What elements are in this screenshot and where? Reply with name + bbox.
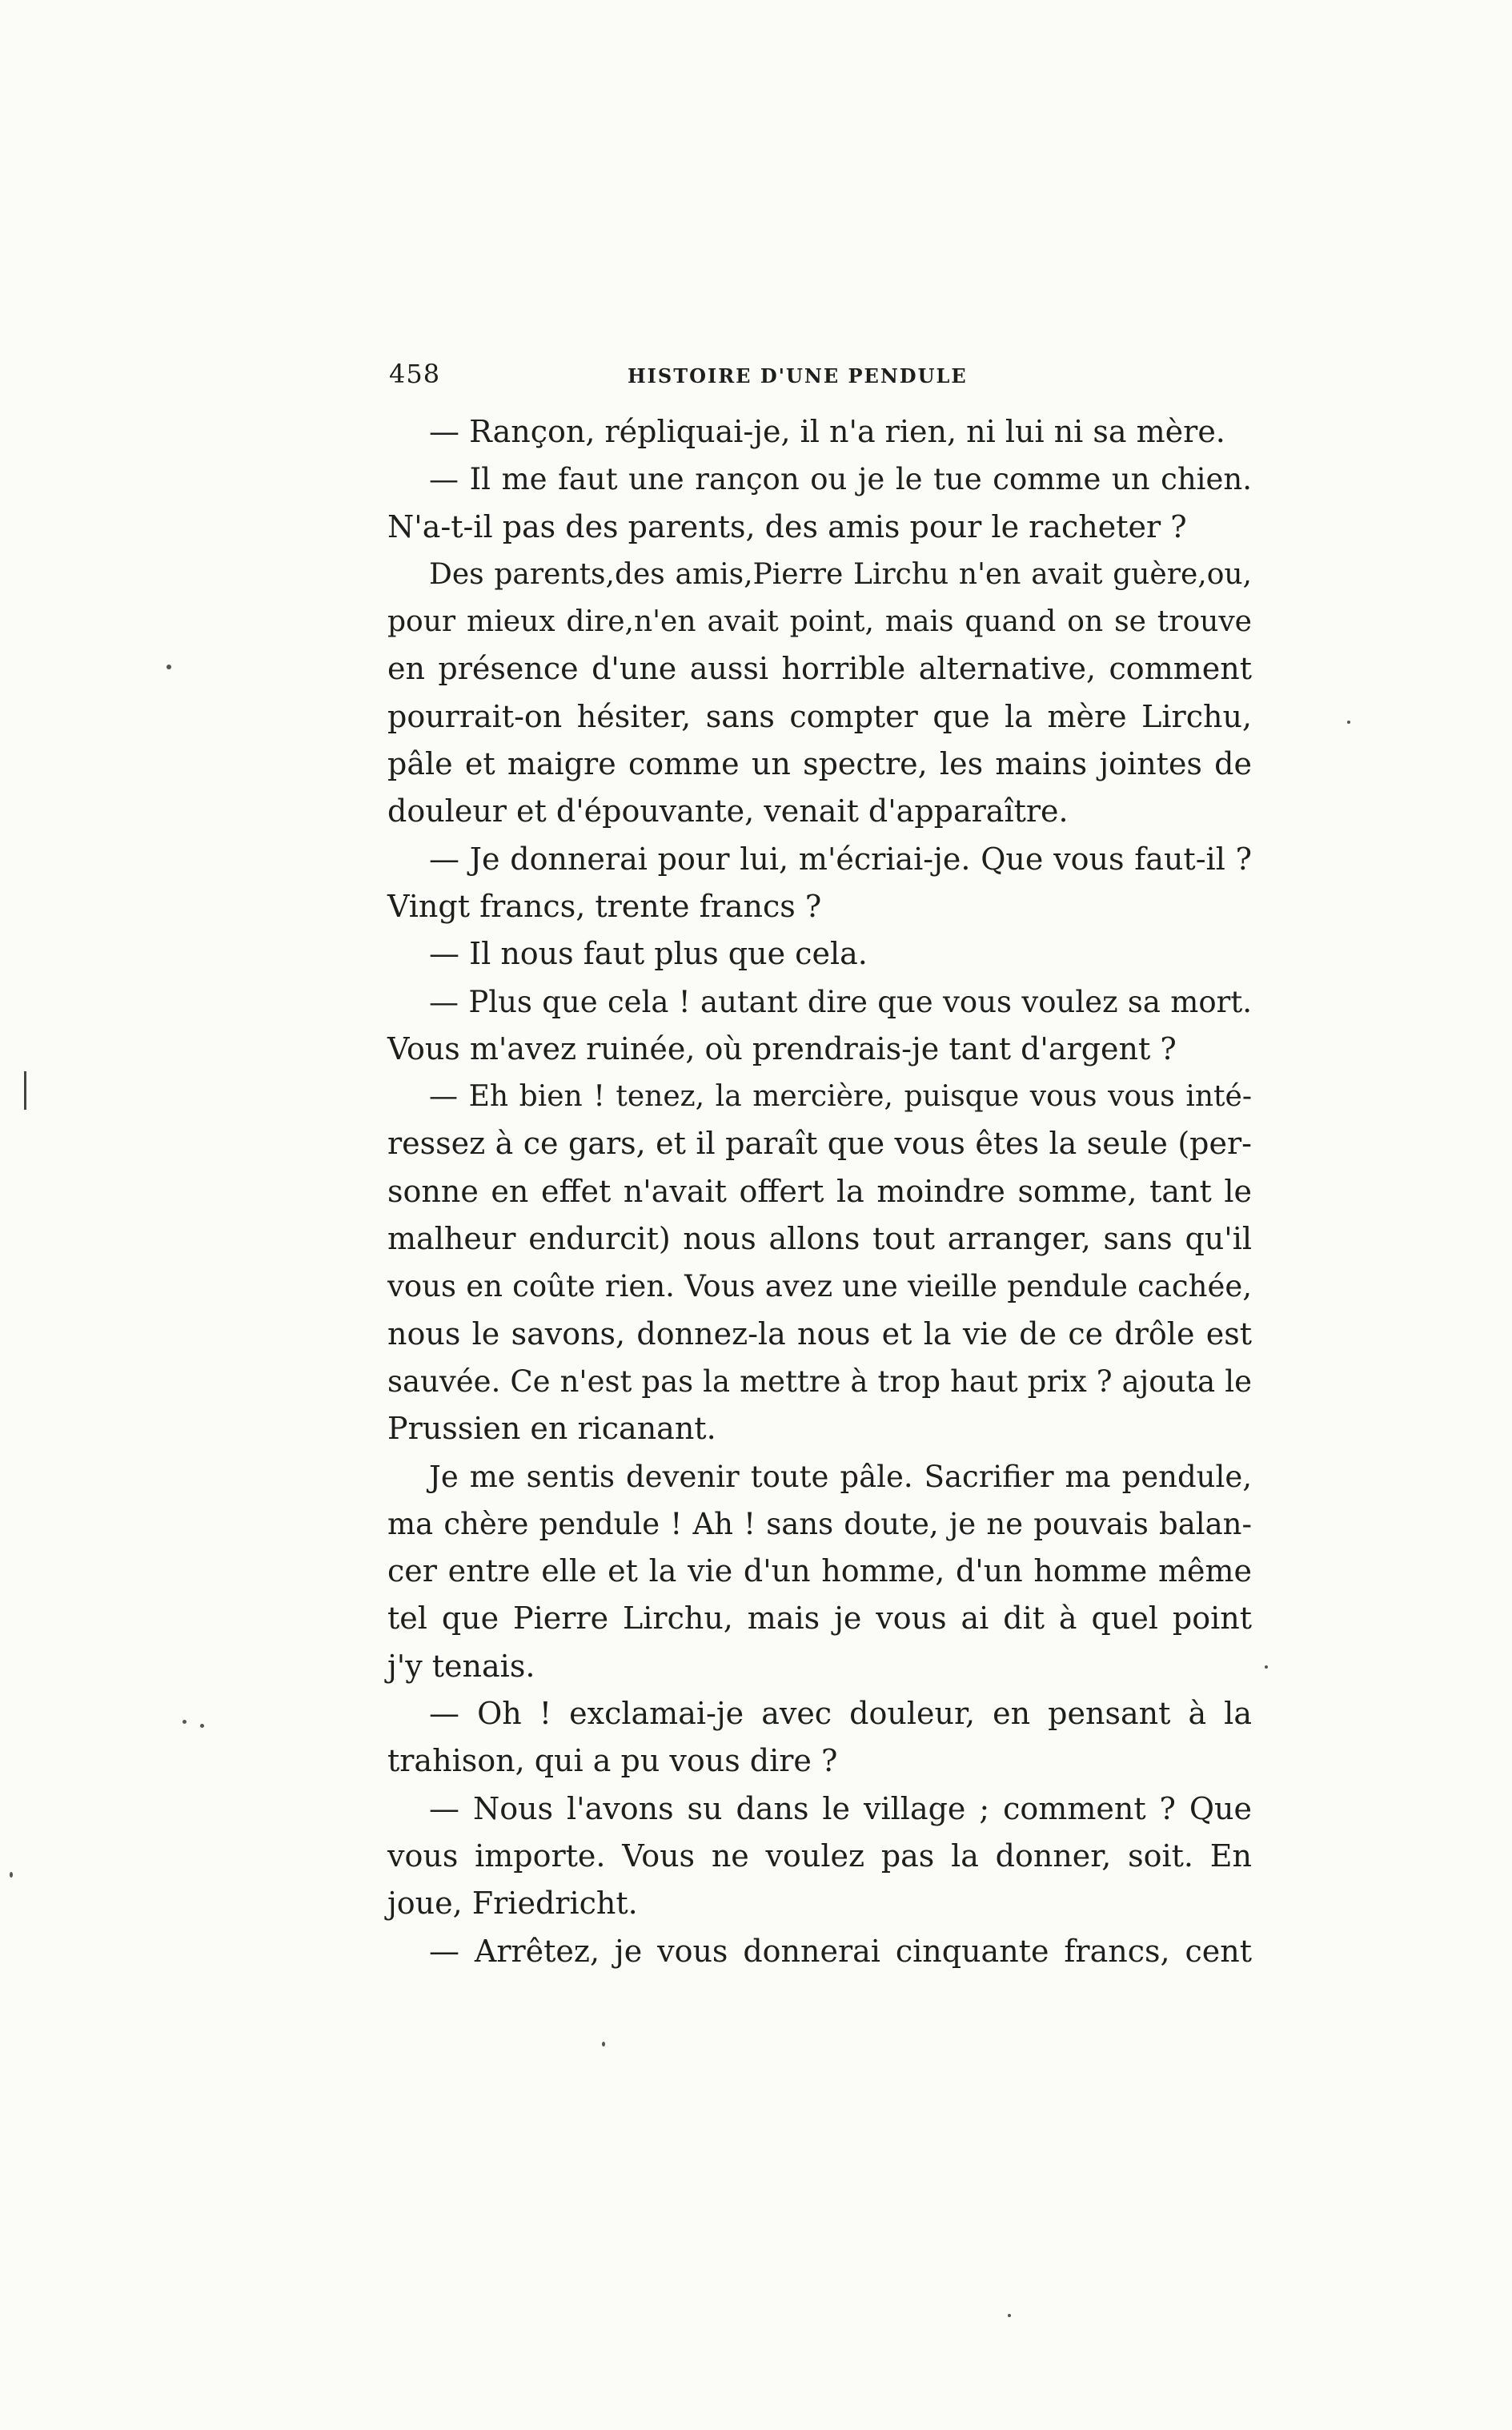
scan-speck <box>10 1872 13 1878</box>
text-line: j'y tenais. <box>387 1648 535 1684</box>
text-line: Vous m'avez ruinée, où prendrais-je tant d'argent ? <box>387 1030 1177 1066</box>
text-line: — Nous l'avons su dans le village ; comment ? Que <box>429 1790 1252 1826</box>
scan-speck <box>166 665 171 669</box>
scan-speck <box>1265 1665 1268 1669</box>
body-text <box>387 408 1252 1975</box>
scan-speck <box>1008 2314 1011 2317</box>
scan-speck <box>200 1724 204 1728</box>
text-line: joue, Friedricht. <box>387 1886 638 1922</box>
text-line: — Je donnerai pour lui, m'écriai-je. Que vous faut-il ? <box>429 841 1252 877</box>
text-line: — Rançon, répliquai-je, il n'a rien, ni lui ni sa mère. <box>429 414 1225 449</box>
text-line: N'a-t-il pas des parents, des amis pour le racheter ? <box>387 508 1187 544</box>
text-line: — Arrêtez, je vous donnerai cinquante francs, cent <box>429 1933 1252 1969</box>
text-line: en présence d'une aussi horrible alternative, comment <box>387 651 1252 687</box>
text-line: — Il me faut une rançon ou je le tue comme un chien. <box>429 462 1252 497</box>
text-line: pourrait-on hésiter, sans compter que la mère Lirchu, <box>387 698 1252 734</box>
text-line: — Oh ! exclamai-je avec douleur, en pensant à la <box>429 1696 1252 1732</box>
text-line: sonne en effet n'avait offert la moindre somme, tant le <box>387 1173 1252 1209</box>
text-line: Des parents,des amis,Pierre Lirchu n'en avait guère,ou, <box>429 557 1252 591</box>
scan-speck <box>182 1720 186 1724</box>
text-line: sauvée. Ce n'est pas la mettre à trop haut prix ? ajouta le <box>387 1364 1252 1399</box>
margin-mark <box>24 1071 26 1110</box>
text-line: — Il nous faut plus que cela. <box>429 936 868 972</box>
text-line: nous le savons, donnez-la nous et la vie de ce drôle est <box>387 1315 1252 1352</box>
text-line: douleur et d'épouvante, venait d'apparaître. <box>387 793 1069 829</box>
text-line: — Plus que cela ! autant dire que vous voulez sa mort. <box>429 984 1252 1019</box>
text-line: malheur endurcit) nous allons tout arranger, sans qu'il <box>387 1221 1252 1257</box>
text-line: pâle et maigre comme un spectre, les mains jointes de <box>387 746 1252 782</box>
text-line: Vingt francs, trente francs ? <box>387 888 822 924</box>
page-header <box>389 359 1269 399</box>
text-line: vous importe. Vous ne voulez pas la donner, soit. En <box>387 1838 1252 1874</box>
text-line: Prussien en ricanant. <box>387 1411 716 1447</box>
text-line: cer entre elle et la vie d'un homme, d'un homme même <box>387 1553 1252 1589</box>
text-line: vous en coûte rien. Vous avez une vieille pendule cachée, <box>387 1269 1252 1304</box>
text-line: ressez à ce gars, et il paraît que vous êtes la seule (per- <box>387 1126 1252 1162</box>
text-line: Je me sentis devenir toute pâle. Sacrifier ma pendule, <box>429 1459 1252 1494</box>
text-line: trahison, qui a pu vous dire ? <box>387 1743 838 1779</box>
text-line: pour mieux dire,n'en avait point, mais quand on se trouve <box>387 605 1252 639</box>
text-line: ma chère pendule ! Ah ! sans doute, je ne pouvais balan- <box>387 1506 1252 1541</box>
running-title: HISTOIRE D'UNE PENDULE <box>628 364 968 388</box>
text-line: — Eh bien ! tenez, la mercière, puisque vous vous inté- <box>429 1080 1252 1114</box>
text-line: tel que Pierre Lirchu, mais je vous ai dit à quel point <box>387 1601 1252 1637</box>
scan-speck <box>602 2042 605 2046</box>
page-number: 458 <box>389 359 441 389</box>
scan-speck <box>1347 721 1350 724</box>
